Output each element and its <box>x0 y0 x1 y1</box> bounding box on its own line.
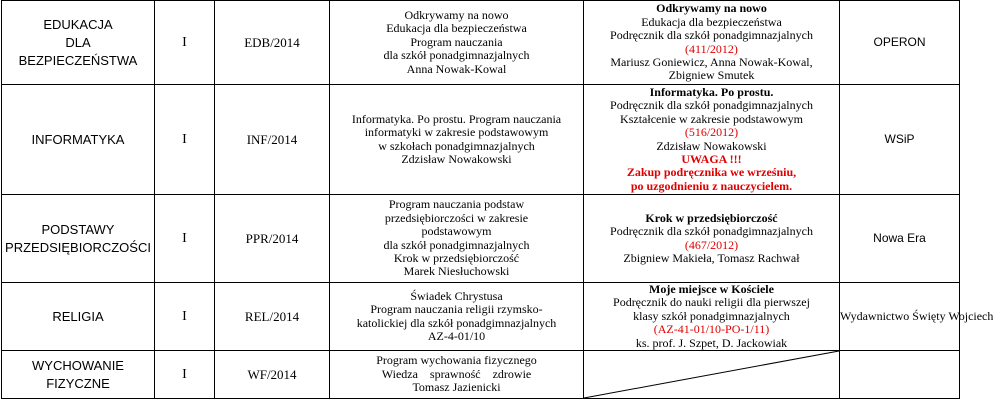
publisher-cell: WSiP <box>840 85 960 195</box>
table-row <box>2 85 960 195</box>
subject-cell: EDUKACJA DLA BEZPIECZEŃSTWA <box>2 1 155 85</box>
publisher-cell <box>840 351 960 399</box>
textbook-title: Informatyka. Po prostu. <box>649 84 774 99</box>
textbook-approval-number: (411/2012) <box>685 41 738 56</box>
publisher-cell: Nowa Era <box>840 195 960 283</box>
textbook-cell: Moje miejsce w Kościele Podręcznik do nauki religii dla pierwszej klasy szkół ponadgimnazjalnych (AZ-41-01/10-PO-1/11) ks. prof. J. Szpet, D. Jackowiak <box>584 283 840 351</box>
textbook-title: Krok w przedsiębiorczość <box>645 210 778 225</box>
textbook-cell: Informatyka. Po prostu. Podręcznik dla szkół ponadgimnazjalnych Kształcenie w zakresie podstawowym (516/2012) Zdzisław Nowakowski UWAGA !!! Zakup podręcznika we wrześniu, po uzgodnieniu z nauczycielem. <box>584 85 840 195</box>
table-row <box>2 283 960 351</box>
textbook-cell: Odkrywamy na nowo Edukacja dla bezpieczeństwa Podręcznik dla szkół ponadgimnazjalnych (411/2012) Mariusz Goniewicz, Anna Nowak-Kowal, Zbigniew Smutek <box>584 1 840 85</box>
program-code-cell: INF/2014 <box>215 85 330 195</box>
textbook-cell-empty <box>584 351 840 399</box>
program-code-cell: REL/2014 <box>215 283 330 351</box>
level-cell: I <box>155 195 215 283</box>
program-cell: Program nauczania podstaw przedsiębiorczości w zakresie podstawowym dla szkół ponadgimnazjalnych Krok w przedsiębiorczość Marek Niesłuchowski <box>330 195 584 283</box>
publisher-cell: OPERON <box>840 1 960 85</box>
purchase-notice: Zakup podręcznika we wrześniu, <box>626 165 797 180</box>
level-cell: I <box>155 1 215 85</box>
textbook-approval-number: (516/2012) <box>684 125 739 140</box>
program-cell: Informatyka. Po prostu. Program nauczania informatyki w zakresie podstawowym w szkołach ponadgimnazjalnych Zdzisław Nowakowski <box>330 85 584 195</box>
textbook-approval-number: (AZ-41-01/10-PO-1/11) <box>653 322 770 337</box>
textbook-title: Moje miejsce w Kościele <box>649 282 774 296</box>
textbook-cell: Krok w przedsiębiorczość Podręcznik dla szkół ponadgimnazjalnych (467/2012) Zbigniew Makieła, Tomasz Rachwał <box>584 195 840 283</box>
program-cell: Odkrywamy na nowo Edukacja dla bezpieczeństwa Program nauczania dla szkół ponadgimnazjalnych Anna Nowak-Kowal <box>330 1 584 85</box>
subject-cell: PODSTAWY PRZEDSIĘBIORCZOŚCI <box>2 195 155 283</box>
textbook-approval-number: (467/2012) <box>684 237 739 252</box>
program-code-cell: PPR/2014 <box>215 195 330 283</box>
empty-cell-diagonal <box>584 351 839 398</box>
purchase-notice: po uzgodnieniu z nauczycielem. <box>630 178 793 193</box>
subjects-table <box>1 0 993 399</box>
level-cell: I <box>155 351 215 399</box>
subject-cell: INFORMATYKA <box>2 85 155 195</box>
subject-cell: WYCHOWANIE FIZYCZNE <box>2 351 155 399</box>
warning-label: UWAGA !!! <box>681 151 742 166</box>
program-cell: Świadek Chrystusa Program nauczania religii rzymsko- katolickiej dla szkół ponadgimnazjalnych AZ-4-01/10 <box>330 283 584 351</box>
publisher-cell: Wydawnictwo Święty Wojciech <box>840 283 960 351</box>
textbook-title: Odkrywamy na nowo <box>656 1 767 16</box>
table-row <box>2 195 960 283</box>
program-code-cell: WF/2014 <box>215 351 330 399</box>
program-cell: Program wychowania fizycznego Wiedza sprawność zdrowie Tomasz Jazienicki <box>330 351 584 399</box>
program-code-cell: EDB/2014 <box>215 1 330 85</box>
table-row <box>2 1 960 85</box>
level-cell: I <box>155 283 215 351</box>
subject-cell: RELIGIA <box>2 283 155 351</box>
level-cell: I <box>155 85 215 195</box>
table-row <box>2 351 960 399</box>
